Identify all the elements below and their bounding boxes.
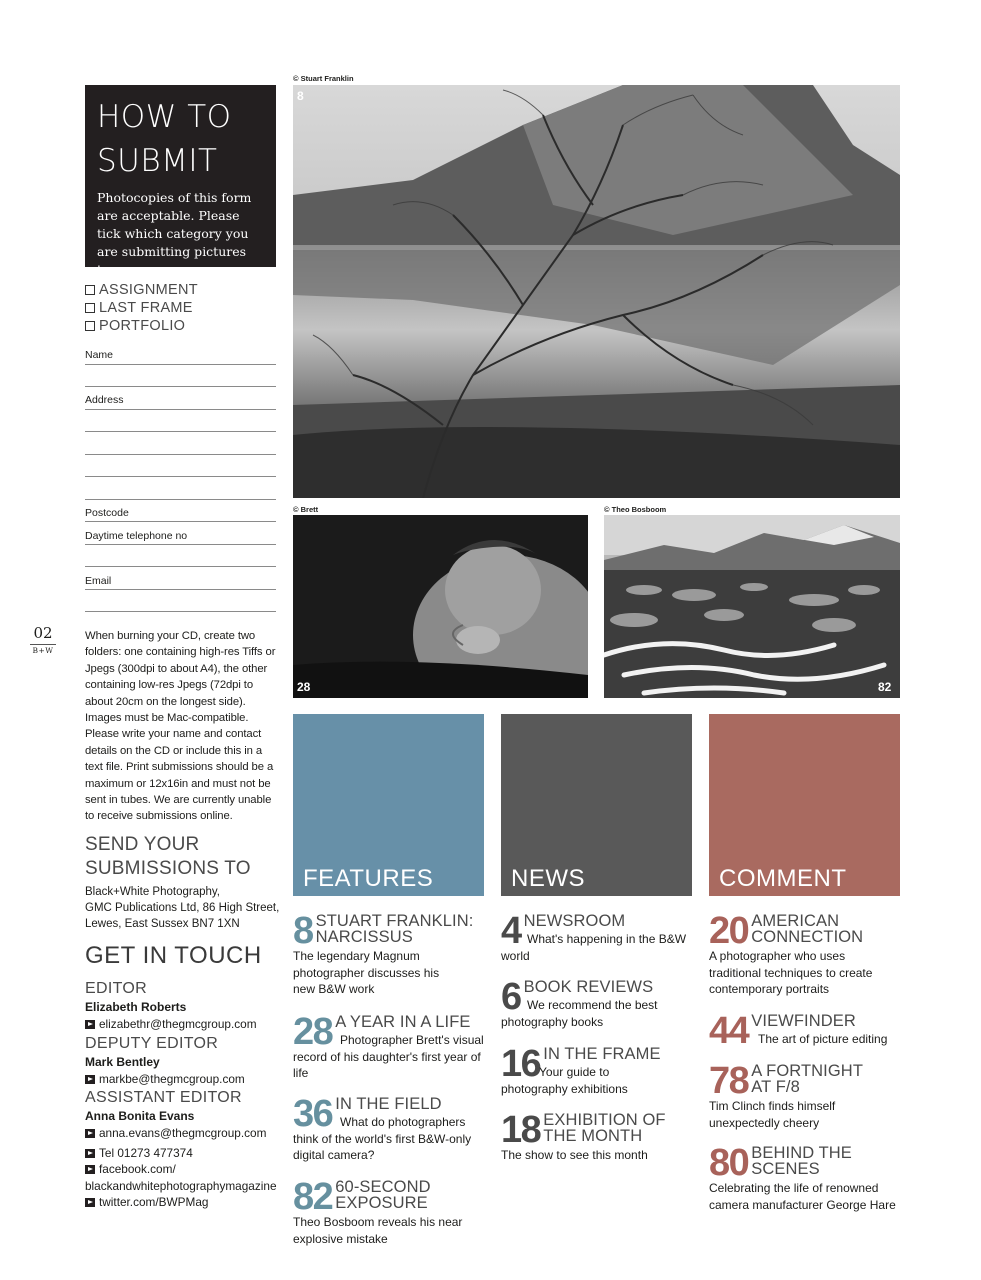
- left-photo-credit: © Brett: [293, 505, 319, 514]
- entry-number: 8: [293, 910, 313, 952]
- send-heading-line-2: SUBMISSIONS TO: [85, 858, 251, 879]
- entry-description: Theo Bosboom reveals his near explosive mistake: [293, 1215, 463, 1246]
- comment-label: COMMENT: [719, 865, 847, 892]
- main-photo-lake-tree: [293, 85, 900, 498]
- arrow-icon: [85, 1075, 95, 1084]
- editor-email-link[interactable]: [85, 1016, 285, 1033]
- submission-instructions: When burning your CD, create two folders: one containing high-res Tiffs or Jpegs (300dpi to about A4), the other containing low-res Jpegs (72dpi to about 20cm on the longest side). Images must be Mac-compatible. Please write your name and contact details on the CD or include this in a text file. Print submissions should be a maximum or 12x16in and must not be sent in tubes. We are currently unable to receive submissions online.: [85, 630, 276, 823]
- entry-title: 60-SECOND EXPOSURE: [335, 1178, 431, 1212]
- features-entry-3[interactable]: [293, 1093, 493, 1164]
- entry-title: STUART FRANKLIN: NARCISSUS: [315, 912, 474, 946]
- entry-number: 78: [709, 1060, 749, 1102]
- entry-number: 80: [709, 1142, 749, 1184]
- checkbox-label: ASSIGNMENT: [99, 282, 198, 298]
- arrow-icon: [85, 1020, 95, 1029]
- entry-title: BOOK REVIEWS: [523, 978, 654, 996]
- telephone-line-2[interactable]: [85, 566, 276, 567]
- assistant-name: Anna Bonita Evans: [85, 1109, 195, 1123]
- entry-description: [501, 931, 701, 964]
- entry-title: EXHIBITION OF THE MONTH: [543, 1111, 666, 1145]
- entry-description-text: What do photographers think of the world's first B&W-only digital camera?: [293, 1115, 472, 1163]
- entry-title: A YEAR IN A LIFE: [335, 1013, 471, 1031]
- address-line-5[interactable]: [85, 499, 276, 500]
- checkbox-assignment[interactable]: [85, 281, 276, 299]
- arrow-icon: [85, 1165, 95, 1174]
- checkbox-square[interactable]: [85, 303, 95, 313]
- entry-number: 6: [501, 976, 521, 1018]
- entry-description-text: What's happening in the B&W world: [501, 932, 687, 963]
- category-checkboxes: [85, 281, 276, 335]
- contact-list: [85, 979, 285, 1211]
- address-line: Black+White Photography,: [85, 886, 220, 898]
- right-photo-credit: © Theo Bosboom: [604, 505, 667, 514]
- entry-description: The show to see this month: [501, 1148, 648, 1162]
- news-label: NEWS: [511, 865, 585, 892]
- address-line-4[interactable]: [85, 476, 276, 477]
- entry-description: [293, 1032, 493, 1082]
- baby-image: [293, 515, 588, 698]
- facebook-link[interactable]: [85, 1161, 285, 1178]
- features-entry-1[interactable]: [293, 910, 493, 998]
- telephone-label: Daytime telephone no: [85, 530, 188, 542]
- telephone-number[interactable]: Tel 01273 477374: [99, 1145, 193, 1160]
- entry-description: [709, 1031, 909, 1048]
- features-block[interactable]: [293, 714, 484, 896]
- entry-number: 28: [293, 1011, 333, 1053]
- checkbox-last-frame[interactable]: [85, 299, 276, 317]
- editor-role: EDITOR: [85, 980, 147, 997]
- name-label: Name: [85, 349, 114, 361]
- address-label: Address: [85, 394, 124, 406]
- comment-entry-2[interactable]: [709, 1010, 909, 1052]
- main-photo-credit: © Stuart Franklin: [293, 74, 354, 83]
- entry-number: 20: [709, 910, 749, 952]
- send-submissions-heading: [85, 833, 280, 881]
- entry-description: [293, 1114, 493, 1164]
- how-to-submit-title: [97, 95, 264, 183]
- features-entry-2[interactable]: [293, 1011, 493, 1082]
- deputy-role: DEPUTY EDITOR: [85, 1034, 219, 1052]
- name-line-2[interactable]: [85, 386, 276, 387]
- comment-block[interactable]: [709, 714, 900, 896]
- submission-address: [85, 884, 280, 933]
- deputy-name: Mark Bentley: [85, 1054, 160, 1069]
- news-block[interactable]: [501, 714, 692, 896]
- assistant-email[interactable]: anna.evans@thegmcgroup.com: [99, 1126, 267, 1140]
- entry-description-text: Your guide to photography exhibitions: [501, 1065, 628, 1096]
- entry-description: Celebrating the life of renowned camera manufacturer George Hare: [709, 1181, 896, 1212]
- email-line[interactable]: [85, 589, 276, 590]
- checkbox-label: PORTFOLIO: [99, 318, 186, 334]
- entry-description: Tim Clinch finds himself unexpectedly cheery: [709, 1099, 836, 1130]
- photo-icy-landscape: [604, 515, 900, 698]
- deputy-email-link[interactable]: [85, 1071, 285, 1088]
- address-line-3[interactable]: [85, 454, 276, 455]
- name-line[interactable]: [85, 364, 276, 365]
- twitter-link[interactable]: [85, 1194, 285, 1211]
- right-photo-page-number: 82: [878, 680, 892, 694]
- title-line-2: SUBMIT: [97, 143, 218, 179]
- news-entry-3[interactable]: [501, 1043, 701, 1097]
- features-entry-4[interactable]: [293, 1176, 493, 1247]
- main-photo-page-number: 8: [297, 89, 304, 103]
- checkbox-square[interactable]: [85, 321, 95, 331]
- page-number: 02: [33, 624, 53, 642]
- entry-title: VIEWFINDER: [751, 1012, 856, 1030]
- telephone-line[interactable]: [85, 544, 276, 545]
- comment-entry-4[interactable]: [709, 1142, 909, 1213]
- comment-entry-3[interactable]: [709, 1060, 909, 1131]
- entry-description: The legendary Magnum photographer discusses his new B&W work: [293, 949, 440, 997]
- how-to-submit-body: Photocopies of this form are acceptable. Please tick which category you are submitting pictures to:: [97, 190, 252, 277]
- entry-description-text: The art of picture editing: [758, 1032, 888, 1046]
- news-entry-1[interactable]: [501, 910, 701, 964]
- checkbox-portfolio[interactable]: [85, 317, 276, 335]
- icy-landscape-image: [604, 515, 900, 698]
- news-entry-2[interactable]: [501, 976, 701, 1030]
- arrow-icon: [85, 1198, 95, 1207]
- features-label: FEATURES: [303, 865, 434, 892]
- email-line-2[interactable]: [85, 611, 276, 612]
- checkbox-square[interactable]: [85, 285, 95, 295]
- entry-number: 18: [501, 1109, 541, 1151]
- postcode-label: Postcode: [85, 507, 129, 519]
- telephone-link[interactable]: [85, 1145, 285, 1162]
- page-folio: [30, 624, 56, 655]
- entry-number: 16: [501, 1043, 541, 1085]
- deputy-email[interactable]: markbe@thegmcgroup.com: [99, 1071, 245, 1086]
- entry-description-text: We recommend the best photography books: [501, 998, 658, 1029]
- address-line: GMC Publications Ltd, 86 High Street,: [85, 902, 280, 915]
- address-line: Lewes, East Sussex BN7 1XN: [85, 918, 240, 931]
- assistant-role: ASSISTANT EDITOR: [85, 1089, 242, 1106]
- entry-number: 82: [293, 1176, 333, 1218]
- entry-number: 44: [709, 1010, 749, 1052]
- email-label: Email: [85, 575, 112, 587]
- facebook-url-cont[interactable]: blackandwhitephotographymagazine: [85, 1178, 277, 1193]
- entry-title: IN THE FIELD: [335, 1095, 442, 1113]
- editor-email[interactable]: elizabethr@thegmcgroup.com: [99, 1017, 257, 1031]
- editor-name: Elizabeth Roberts: [85, 1000, 187, 1014]
- entry-number: 4: [501, 910, 521, 952]
- entry-description: [501, 1064, 651, 1097]
- entry-description: [501, 997, 701, 1030]
- entry-title: A FORTNIGHT AT F/8: [751, 1062, 863, 1096]
- facebook-link-cont[interactable]: [85, 1178, 285, 1195]
- title-line-1: HOW TO: [97, 99, 232, 135]
- lake-tree-image: [293, 85, 900, 498]
- checkbox-label: LAST FRAME: [99, 300, 193, 316]
- comment-entry-1[interactable]: [709, 910, 909, 998]
- magazine-mark: B+W: [30, 644, 56, 655]
- entry-title: AMERICAN CONNECTION: [751, 912, 864, 946]
- how-to-submit-box: [85, 85, 276, 277]
- entry-title: NEWSROOM: [523, 912, 626, 930]
- entry-description-text: Photographer Brett's visual record of his daughter's first year of life: [293, 1033, 484, 1081]
- photo-sleeping-baby: [293, 515, 588, 698]
- send-heading-line-1: SEND YOUR: [85, 834, 200, 855]
- entry-number: 36: [293, 1093, 333, 1135]
- assistant-email-link[interactable]: [85, 1125, 285, 1142]
- postcode-line[interactable]: [85, 521, 276, 522]
- facebook-url[interactable]: facebook.com/: [99, 1162, 176, 1176]
- arrow-icon: [85, 1149, 95, 1158]
- address-line-1[interactable]: [85, 409, 276, 410]
- address-line-2[interactable]: [85, 431, 276, 432]
- entry-description: A photographer who uses traditional techniques to create contemporary portraits: [709, 949, 873, 997]
- get-in-touch-heading: GET IN TOUCH: [85, 942, 262, 969]
- left-photo-page-number: 28: [297, 680, 311, 694]
- twitter-handle[interactable]: twitter.com/BWPMag: [99, 1195, 209, 1209]
- arrow-icon: [85, 1129, 95, 1138]
- news-entry-4[interactable]: [501, 1109, 701, 1164]
- entry-title: BEHIND THE SCENES: [751, 1144, 852, 1178]
- entry-title: IN THE FRAME: [543, 1045, 661, 1063]
